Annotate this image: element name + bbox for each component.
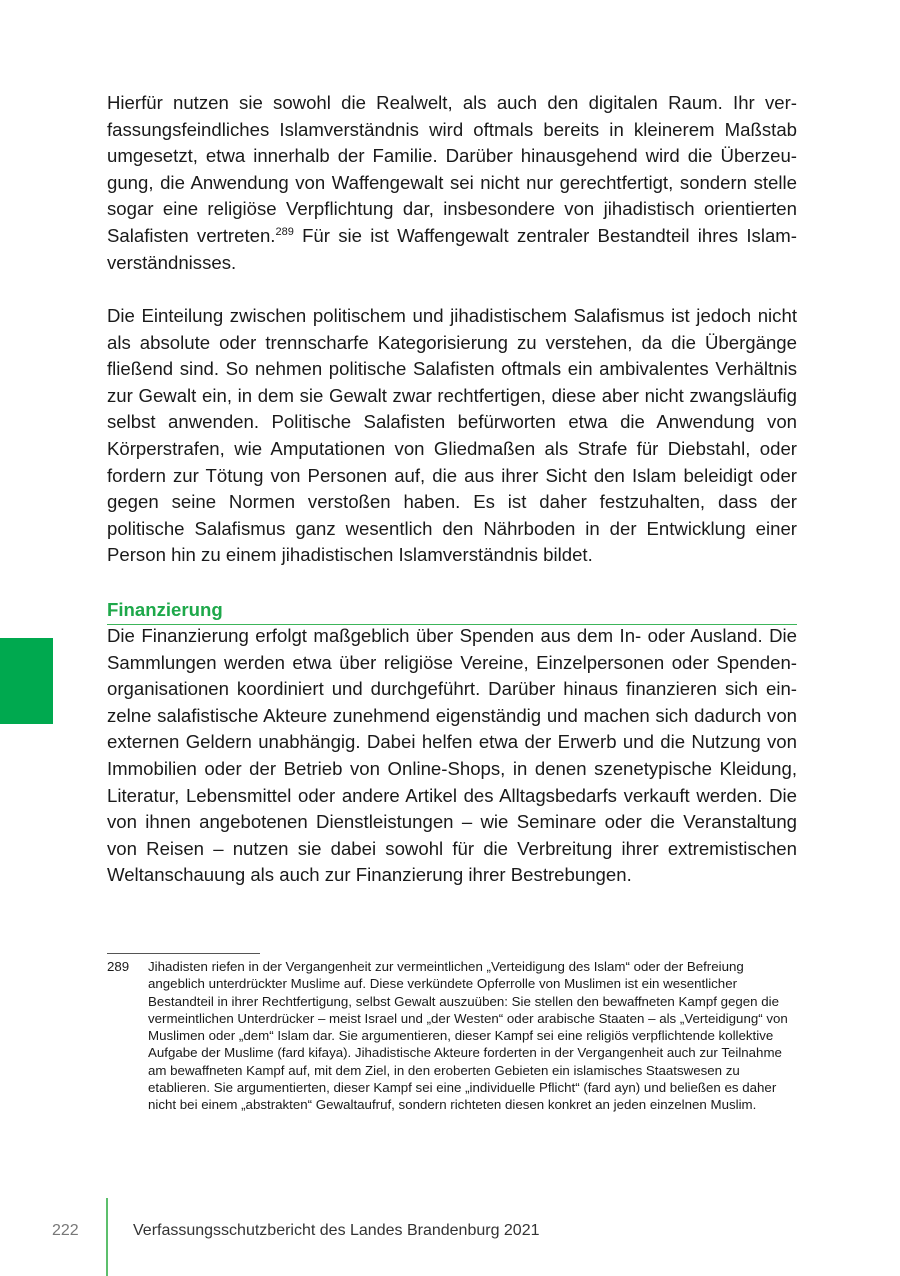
section-heading-finanzierung: Finanzierung xyxy=(107,598,797,625)
footnote-separator xyxy=(107,953,260,954)
footer-divider xyxy=(106,1198,108,1276)
footer-publication-title: Verfassungsschutzbericht des Landes Brandenburg 2021 xyxy=(133,1222,540,1239)
page-number: 222 xyxy=(52,1222,79,1239)
chapter-side-tab xyxy=(0,638,53,724)
paragraph-1-text-start: Hierfür nutzen sie sowohl die Realwelt, als auch den digitalen Raum. Ihr verfassungsfeindliches Islamverständnis wird oftmals bereits in kleinerem Maßstab umgesetzt, etwa innerhalb der Familie. Darüber hinausgehend wird die Überzeugung, die Anwendung von Waffengewalt sei nicht nur gerechtfertigt, sondern stelle sogar eine religiöse Verpflichtung dar, insbesondere von jihadistisch orientierten Salafisten vertreten. xyxy=(107,92,797,246)
paragraph-3: Die Finanzierung erfolgt maßgeblich über Spenden aus dem In- oder Ausland. Die Sammlungen werden etwa über religiöse Vereine, Einzelpersonen oder Spendenorganisationen koordiniert und durchgeführt. Darüber hinaus finanzieren sich einzelne salafistische Akteure zunehmend eigenständig und machen sich dadurch von externen Geldern unabhängig. Dabei helfen etwa der Erwerb und die Nutzung von Immobilien oder der Betrieb von Online-Shops, in denen szenetypische Kleidung, Literatur, Lebensmittel oder andere Artikel des Alltagsbedarfs verkauft werden. Die von ihnen angebotenen Dienstleistungen – wie Seminare oder die Veranstaltung von Reisen – nutzen sie dabei sowohl für die Verbreitung ihrer extremistischen Weltanschauung als auch zur Finanzierung ihrer Bestrebungen. xyxy=(107,625,797,886)
paragraph-2: Die Einteilung zwischen politischem und jihadistischem Salafismus ist jedoch nicht als absolute oder trennscharfe Kategorisierung zu verstehen, da die Übergänge fließend sind. So nehmen politische Salafisten oftmals ein ambivalentes Verhältnis zur Gewalt ein, in dem sie Gewalt zwar rechtfertigen, diese aber nicht zwangsläufig selbst anwenden. Politische Salafisten befürworten etwa die Anwendung von Körperstrafen, wie Amputationen von Gliedmaßen als Strafe für Diebstahl, oder fordern zur Tötung von Personen auf, die aus ihrer Sicht den Islam beleidigt oder gegen seine Normen verstoßen haben. Es ist daher festzuhalten, dass der politische Salafismus ganz wesentlich den Nährboden in der Entwicklung einer Person hin zu einem jihadistischen Islamverständnis bildet. xyxy=(107,305,797,566)
footnote-reference-289[interactable]: 289 xyxy=(275,225,294,238)
footnote-text: Jihadisten riefen in der Vergangenheit zur vermeintlichen „Verteidigung des Islam“ oder der Befreiung angeblich unterdrückter Muslime auf. Diese verkündete Opferrolle von Muslimen ist ein wesentlicher Bestandteil in ihrer Rechtfertigung, selbst Gewalt auszuüben: Sie stellen den bewaffneten Kampf gegen die vermeintlichen Unterdrücker – meist Israel und „der Westen“ oder arabische Staaten – als „Verteidigung“ von Muslimen oder „dem“ Islam dar. Sie argumentieren, dieser Kampf sei eine religiös verpflichtende kollektive Aufgabe der Muslime (fard kifaya). Jihadistische Akteure forderten in der Vergangenheit auch zur Teilnahme am bewaffneten Kampf auf, mit dem Ziel, in den eroberten Gebieten ein islamisches Staatswesen zu etablieren. Sie argumentierten, dieser Kampf sei eine „individuelle Pflicht“ (fard ayn) und beließen es daher nicht bei einem „abstrakten“ Gewaltaufruf, sondern richteten diesen konkret an jeden einzelnen Muslim. xyxy=(148,959,788,1113)
footnote-number: 289 xyxy=(107,959,130,974)
paragraph-1 xyxy=(107,90,797,276)
paragraph-1-text-end: Für sie ist Waffengewalt zentraler Bestandteil ihres Islamverständnisses. xyxy=(107,224,797,273)
